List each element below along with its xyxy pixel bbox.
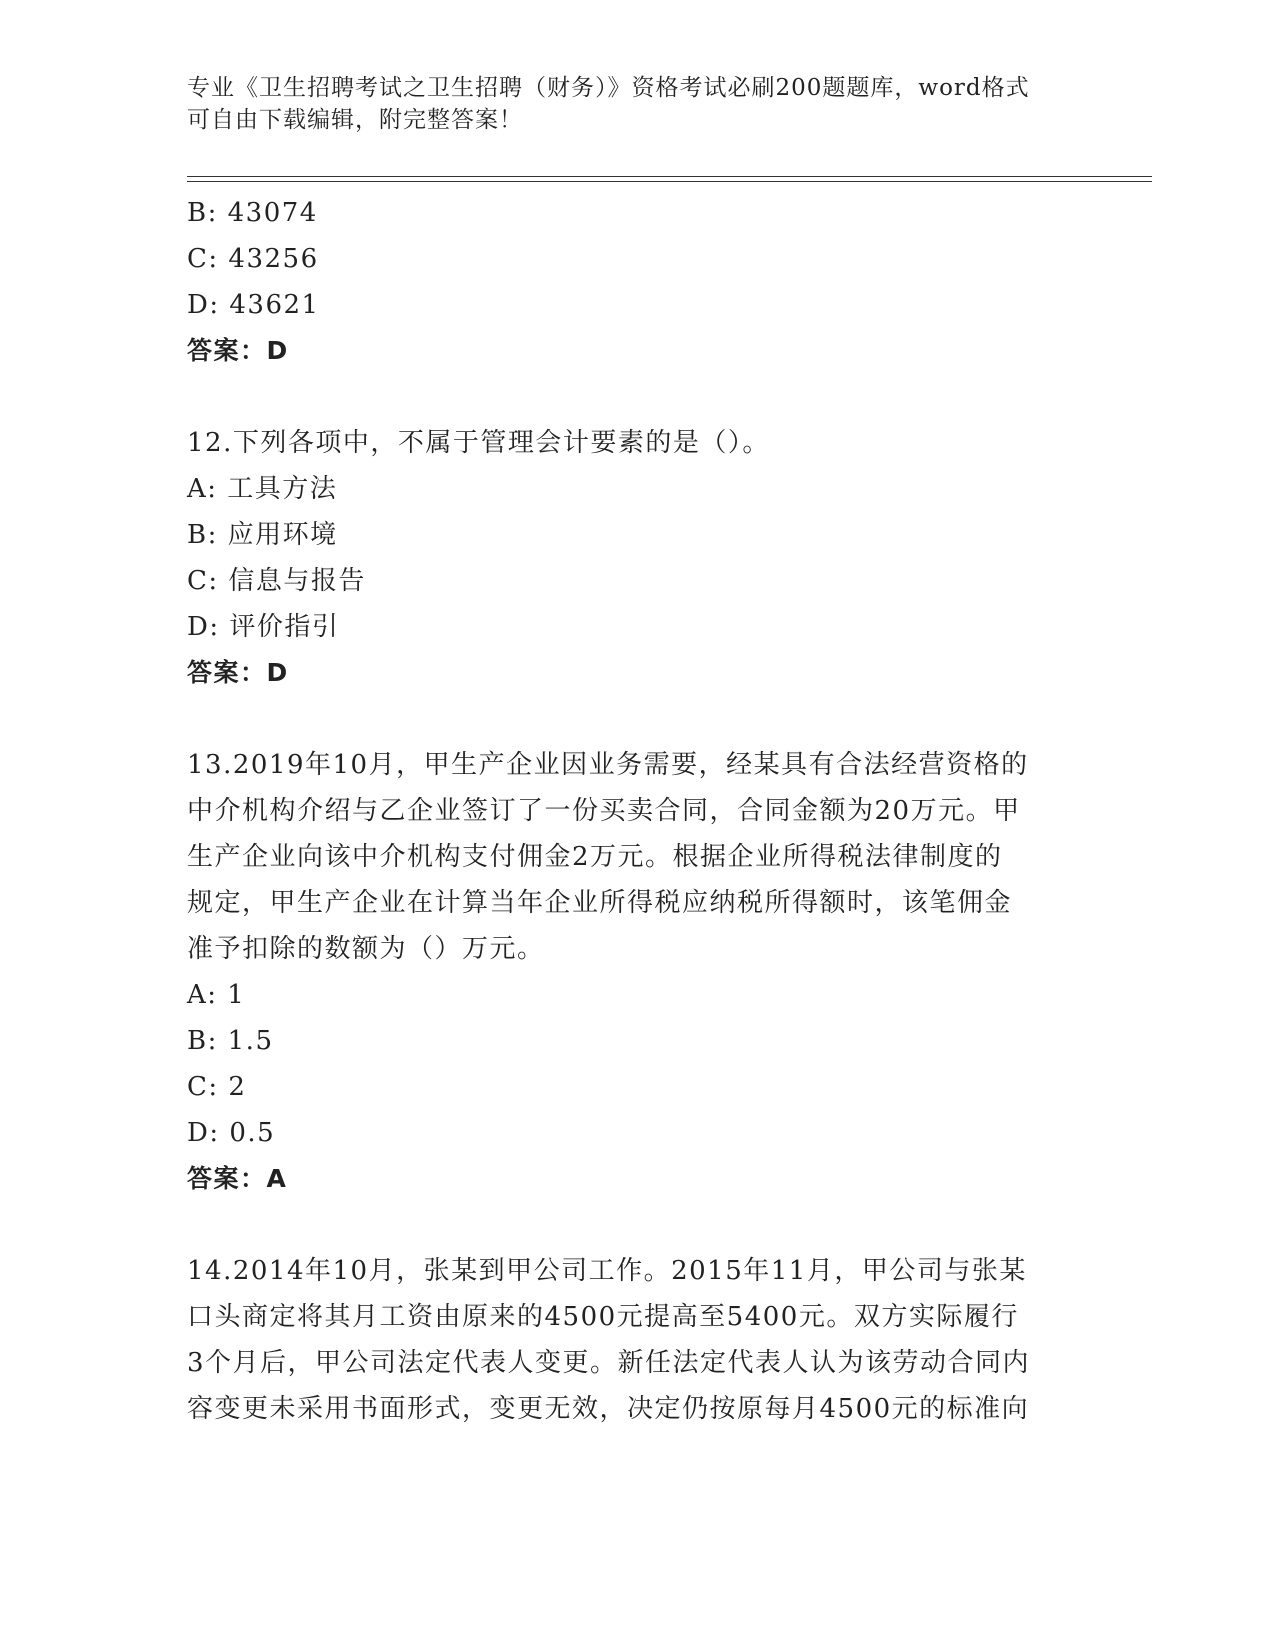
question-11 <box>187 190 1087 374</box>
question-stem-line: 规定，甲生产企业在计算当年企业所得税应纳税所得额时，该笔佣金 <box>187 888 1013 918</box>
question-stem-line: 14.2014年10月，张某到甲公司工作。2015年11月，甲公司与张某 <box>187 1256 1027 1286</box>
document-body <box>187 190 1087 1432</box>
option-b: B: 43074 <box>187 198 318 228</box>
header-line-2: 可自由下载编辑，附完整答案！ <box>187 107 523 133</box>
question-stem-line: 口头商定将其月工资由原来的4500元提高至5400元。双方实际履行 <box>187 1302 1019 1332</box>
question-13 <box>187 742 1087 1202</box>
question-14 <box>187 1248 1087 1432</box>
question-stem-line: 生产企业向该中介机构支付佣金2万元。根据企业所得税法律制度的 <box>187 842 1003 872</box>
option-d: D: 评价指引 <box>187 612 340 642</box>
option-a: A: 工具方法 <box>187 474 338 504</box>
option-c: C: 43256 <box>187 244 319 274</box>
question-stem-line: 中介机构介绍与乙企业签订了一份买卖合同，合同金额为20万元。甲 <box>187 796 1021 826</box>
header-line-1: 专业《卫生招聘考试之卫生招聘（财务）》资格考试必刷200题题库，word格式 <box>187 75 1030 101</box>
option-c: C: 信息与报告 <box>187 566 366 596</box>
header-rule-bottom <box>187 181 1152 182</box>
option-a: A: 1 <box>187 980 246 1010</box>
option-b: B: 1.5 <box>187 1026 274 1056</box>
option-b: B: 应用环境 <box>187 520 338 550</box>
option-d: D: 43621 <box>187 290 320 320</box>
question-stem-line: 13.2019年10月，甲生产企业因业务需要，经某具有合法经营资格的 <box>187 750 1029 780</box>
answer: 答案：A <box>187 1164 288 1193</box>
document-header <box>187 72 1067 136</box>
question-stem-line: 3个月后，甲公司法定代表人变更。新任法定代表人认为该劳动合同内 <box>187 1348 1031 1378</box>
question-stem: 12.下列各项中，不属于管理会计要素的是（）。 <box>187 428 770 458</box>
option-d: D: 0.5 <box>187 1118 276 1148</box>
answer: 答案：D <box>187 658 289 687</box>
answer: 答案：D <box>187 336 289 365</box>
question-stem-line: 准予扣除的数额为（）万元。 <box>187 934 545 964</box>
question-12 <box>187 420 1087 696</box>
question-stem-line: 容变更未采用书面形式，变更无效，决定仍按原每月4500元的标准向 <box>187 1394 1030 1424</box>
header-rule-top <box>187 176 1152 177</box>
option-c: C: 2 <box>187 1072 247 1102</box>
